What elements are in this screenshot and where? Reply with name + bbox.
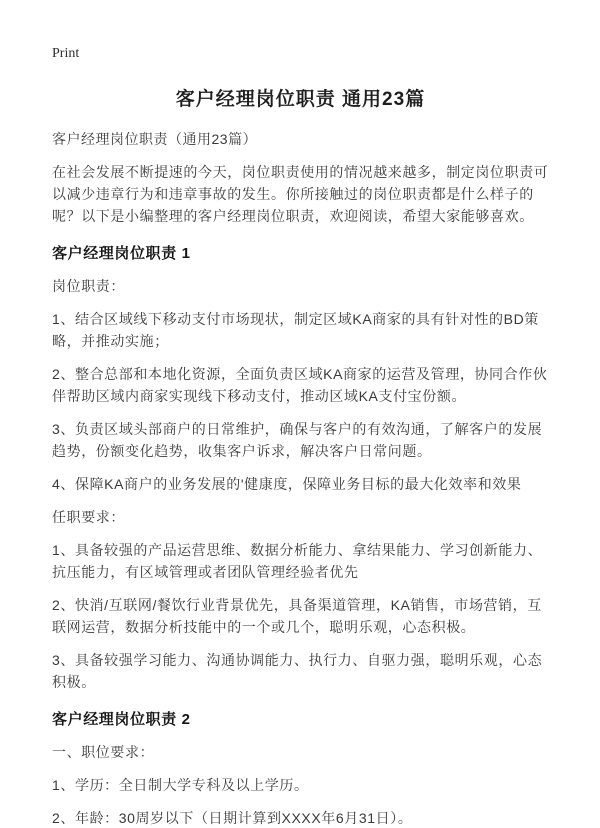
section-1-requirement-item: 3、具备较强学习能力、沟通协调能力、执行力、自驱力强，聪明乐观，心态积极。	[52, 652, 543, 690]
section-1-requirement-item: 2、快消/互联网/餐饮行业背景优先，具备渠道管理，KA销售，市场营销，互联网运营，数据分析技能中的一个或几个，聪明乐观，心态积极。	[52, 597, 542, 635]
section-2-requirement-label: 一、职位要求：	[52, 744, 155, 760]
section-2-item: 2、年龄：30周岁以下（日期计算到XXXX年6月31日）。	[52, 810, 413, 826]
section-2-item: 1、学历：全日制大学专科及以上学历。	[52, 777, 309, 793]
document-subtitle: 客户经理岗位职责（通用23篇）	[52, 131, 258, 147]
section-1-duty-item: 1、结合区域线下移动支付市场现状，制定区域KA商家的具有针对性的BD策略，并推动实施；	[52, 311, 539, 349]
section-1-duty-label: 岗位职责：	[52, 278, 125, 294]
section-1-duty-item: 4、保障KA商户的业务发展的'健康度，保障业务目标的最大化效率和效果	[52, 476, 522, 492]
section-1-requirement-label: 任职要求：	[52, 509, 125, 525]
section-2-heading: 客户经理岗位职责 2	[52, 711, 191, 728]
print-link[interactable]: Print	[52, 46, 80, 61]
section-1-heading: 客户经理岗位职责 1	[52, 245, 191, 262]
page-title: 客户经理岗位职责 通用23篇	[175, 89, 426, 110]
section-1-requirement-item: 1、具备较强的产品运营思维、数据分析能力、拿结果能力、学习创新能力、抗压能力，有区域管理或者团队管理经验者优先	[52, 542, 543, 580]
section-1-duty-item: 3、负责区域头部商户的日常维护，确保与客户的有效沟通，了解客户的发展趋势，份额变化趋势，收集客户诉求，解决客户日常问题。	[52, 421, 543, 459]
intro-paragraph: 在社会发展不断提速的今天，岗位职责使用的情况越来越多，制定岗位职责可以减少违章行为和违章事故的发生。你所接触过的岗位职责都是什么样子的呢？以下是小编整理的客户经理岗位职责，欢迎阅读，希望大家能够喜欢。	[52, 164, 549, 224]
section-1-duty-item: 2、整合总部和本地化资源，全面负责区域KA商家的运营及管理，协同合作伙伴帮助区域内商家实现线下移动支付，推动区域KA支付宝份额。	[52, 366, 548, 404]
